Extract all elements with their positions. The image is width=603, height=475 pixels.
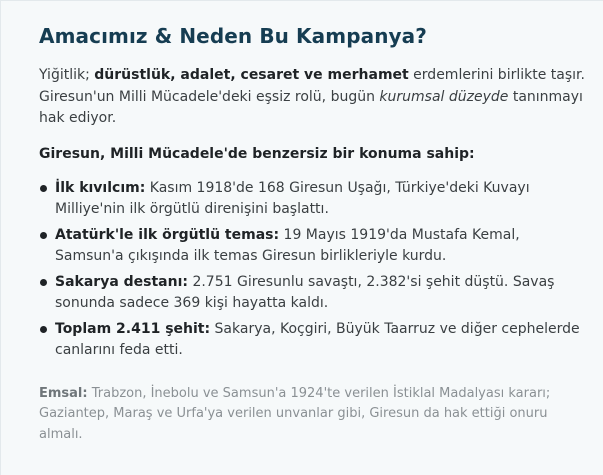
list-item [39,225,585,267]
precedent-note [39,384,585,446]
intro-virtues: dürüstlük, adalet, cesaret ve merhamet [94,67,409,83]
list-item-text: Sakarya, Koçgiri, Büyük Taarruz ve diğer cephelerde canlarını feda etti. [55,320,580,358]
facts-list [39,178,585,361]
list-item [39,319,585,361]
bullet-icon [40,185,47,192]
list-item [39,178,585,220]
intro-text-3: tanınmayı hak ediyor. [39,88,583,126]
list-item-text: 2.751 Giresunlu savaştı, 2.382'si şehit düştü. Savaş sonunda sadece 369 kişi hayatta kaldı. [55,273,555,311]
intro-text-1: Yiğitlik; [39,67,95,83]
list-heading: Giresun, Milli Mücadele'de benzersiz bir konuma sahip: [39,145,475,162]
list-item-label: Atatürk'le ilk örgütlü temas: [55,226,280,243]
bullet-icon [40,232,47,239]
note-text: Trabzon, İnebolu ve Samsun'a 1924'te verilen İstiklal Madalyası kararı; Gaziantep, Maraş ve Urfa'ya verilen unvanlar gibi, Giresun da hak ettiği onuru almalı. [39,385,551,442]
intro-emphasis: kurumsal düzeyde [379,88,509,105]
list-item-label: Sakarya destanı: [55,273,188,290]
bullet-icon [40,279,47,286]
list-item-text: Kasım 1918'de 168 Giresun Uşağı, Türkiye'deki Kuvayı Milliye'nin ilk örgütlü direnişini başlattı. [55,179,530,217]
list-item-text: 19 Mayıs 1919'da Mustafa Kemal, Samsun'a çıkışında ilk temas Giresun birlikleriyle kurdu. [55,226,520,264]
section-title: Amacımız & Neden Bu Kampanya? [39,24,427,48]
note-label: Emsal: [39,385,88,401]
bullet-icon [40,326,47,333]
intro-text-2: erdemlerini birlikte taşır. Giresun'un Milli Mücadele'deki eşsiz rolü, bugün [39,67,585,105]
list-item-label: Toplam 2.411 şehit: [55,320,211,337]
list-item [39,272,585,314]
intro-paragraph [39,65,585,130]
list-item-label: İlk kıvılcım: [55,179,146,196]
